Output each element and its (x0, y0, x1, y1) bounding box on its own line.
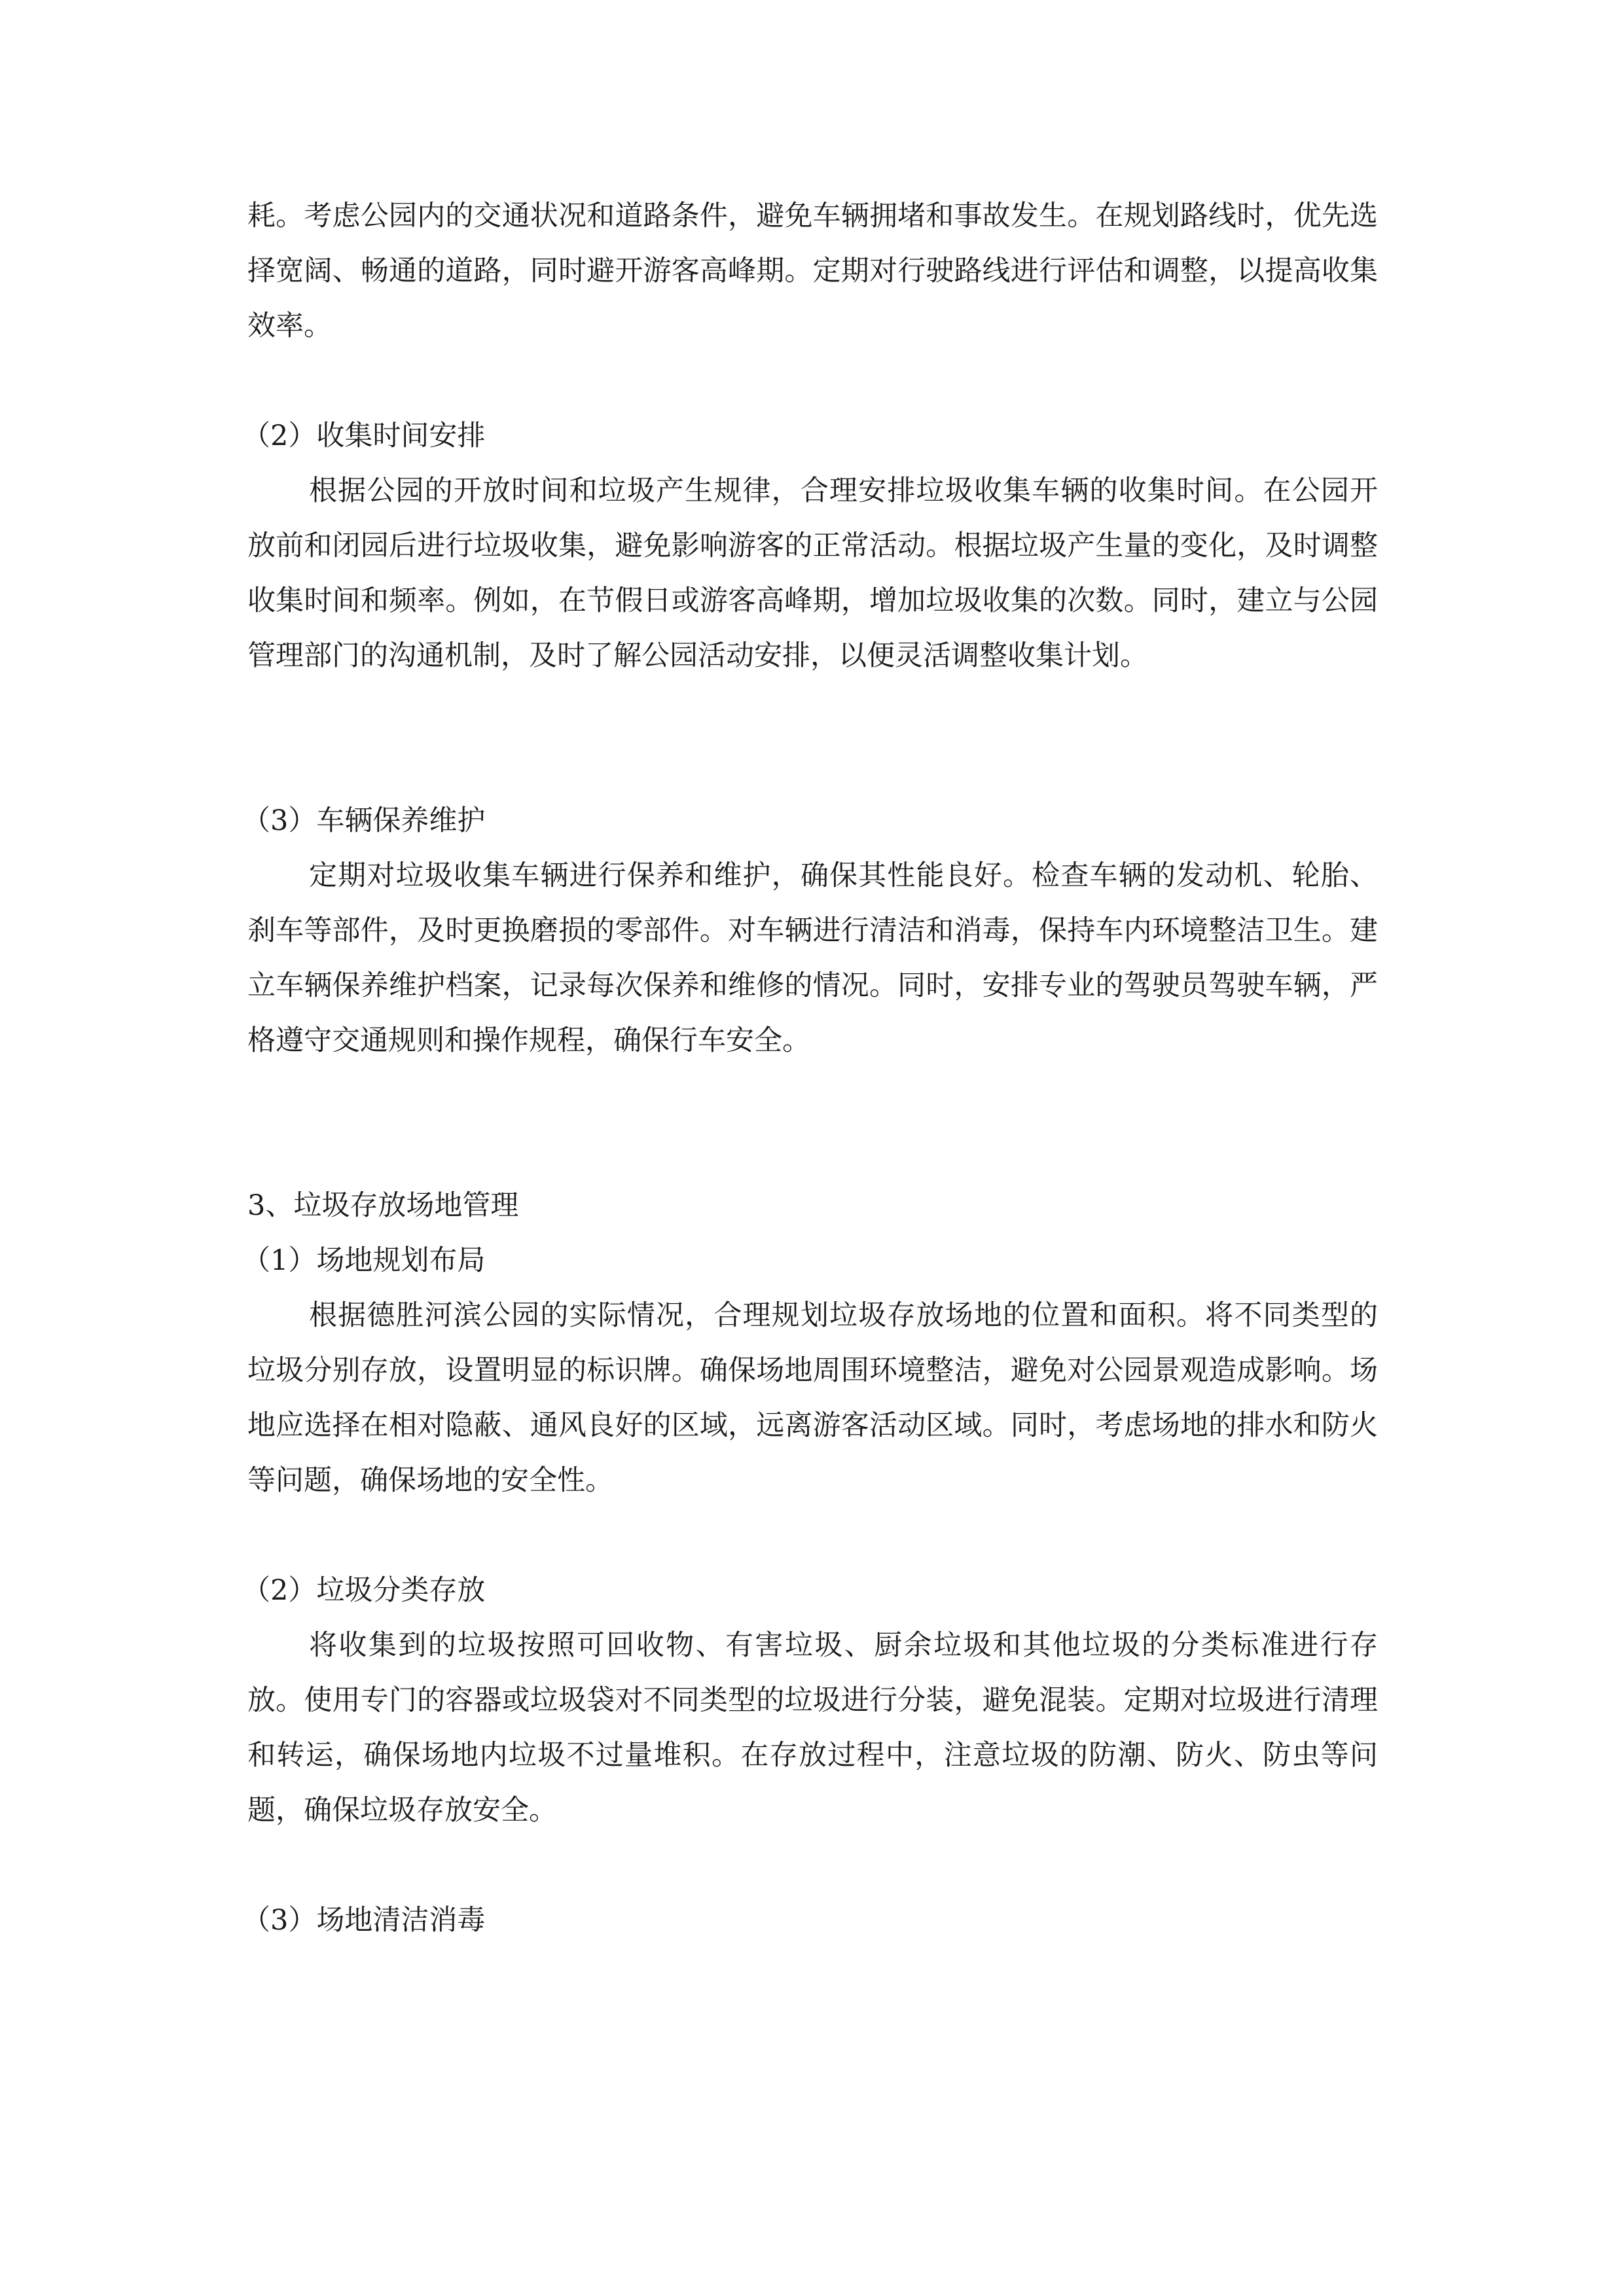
subheading-site-layout: （1）场地规划布局 (242, 1244, 486, 1277)
paragraph-route-planning-continued: 耗。考虑公园内的交通状况和道路条件，避免车辆拥堵和事故发生。在规划路线时，优先选择宽阔、畅通的道路，同时避开游客高峰期。定期对行驶路线进行评估和调整，以提高收集效率。 (247, 200, 1378, 342)
section-heading-storage-site: 3、垃圾存放场地管理 (247, 1189, 519, 1222)
subheading-vehicle-maintenance: （3）车辆保养维护 (242, 804, 486, 837)
paragraph-site-layout: 根据德胜河滨公园的实际情况，合理规划垃圾存放场地的位置和面积。将不同类型的垃圾分别存放，设置明显的标识牌。确保场地周围环境整洁，避免对公园景观造成影响。场地应选择在相对隐蔽、通风良好的区域，远离游客活动区域。同时，考虑场地的排水和防火等问题，确保场地的安全性。 (247, 1299, 1378, 1497)
subheading-site-cleaning: （3）场地清洁消毒 (242, 1904, 486, 1937)
paragraph-sorted-storage: 将收集到的垃圾按照可回收物、有害垃圾、厨余垃圾和其他垃圾的分类标准进行存放。使用专门的容器或垃圾袋对不同类型的垃圾进行分装，避免混装。定期对垃圾进行清理和转运，确保场地内垃圾不过量堆积。在存放过程中，注意垃圾的防潮、防火、防虫等问题，确保垃圾存放安全。 (247, 1629, 1378, 1827)
subheading-sorted-storage: （2）垃圾分类存放 (242, 1574, 486, 1607)
paragraph-vehicle-maintenance: 定期对垃圾收集车辆进行保养和维护，确保其性能良好。检查车辆的发动机、轮胎、刹车等部件，及时更换磨损的零部件。对车辆进行清洁和消毒，保持车内环境整洁卫生。建立车辆保养维护档案，记录每次保养和维修的情况。同时，安排专业的驾驶员驾驶车辆，严格遵守交通规则和操作规程，确保行车安全。 (247, 859, 1378, 1057)
paragraph-collection-schedule: 根据公园的开放时间和垃圾产生规律，合理安排垃圾收集车辆的收集时间。在公园开放前和闭园后进行垃圾收集，避免影响游客的正常活动。根据垃圾产生量的变化，及时调整收集时间和频率。例如，在节假日或游客高峰期，增加垃圾收集的次数。同时，建立与公园管理部门的沟通机制，及时了解公园活动安排，以便灵活调整收集计划。 (247, 475, 1378, 672)
subheading-collection-schedule: （2）收集时间安排 (242, 420, 486, 452)
